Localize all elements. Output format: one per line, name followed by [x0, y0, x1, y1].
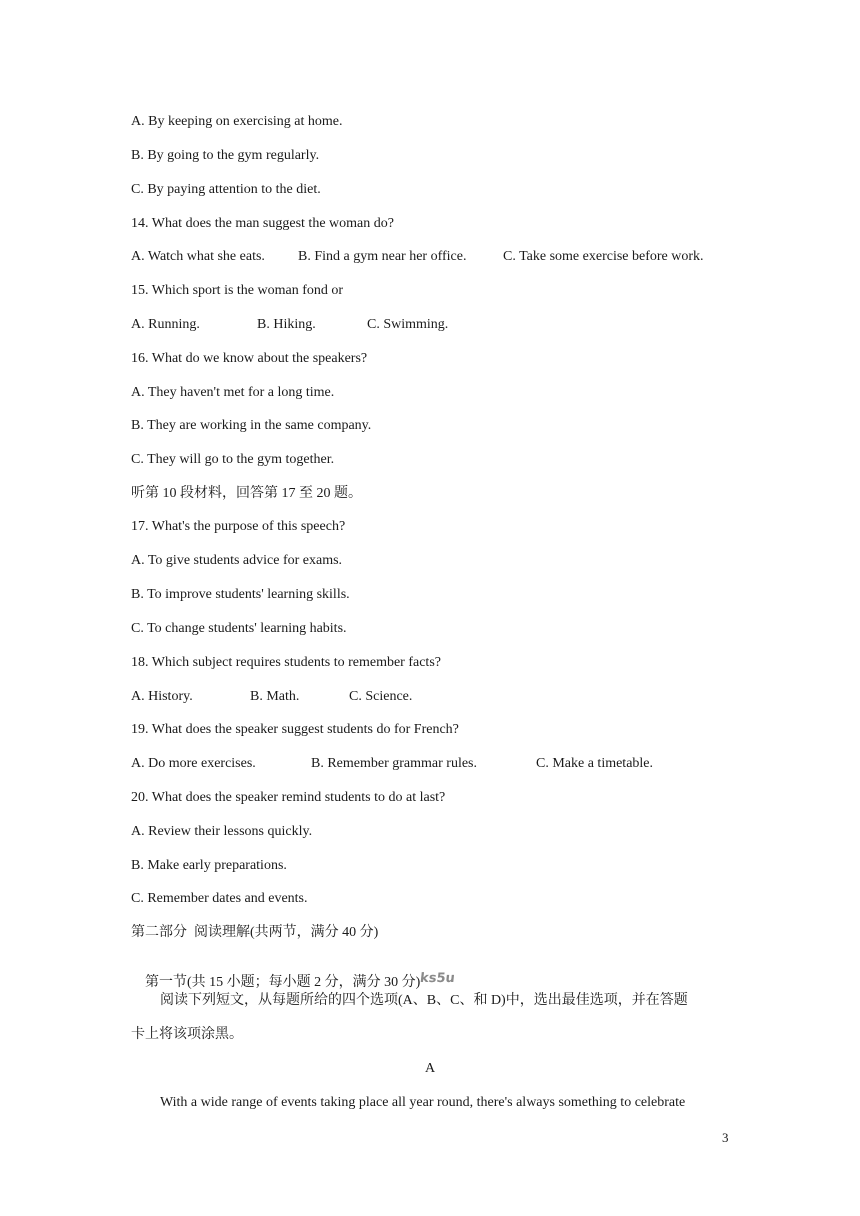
question-15: 15. Which sport is the woman fond or: [131, 283, 344, 298]
question-17: 17. What's the purpose of this speech?: [131, 519, 346, 534]
option-17a: A. To give students advice for exams.: [131, 553, 343, 568]
section-instruction: 听第 10 段材料，回答第 17 至 20 题。: [131, 486, 362, 501]
option-16a: A. They haven't met for a long time.: [131, 385, 335, 400]
option-17c: C. To change students' learning habits.: [131, 621, 347, 636]
section-one-heading-text: 第一节(共 15 小题；每小题 2 分，满分 30 分): [145, 975, 421, 990]
reading-instruction: 阅读下列短文，从每题所给的四个选项(A、B、C、和 D)中，选出最佳选项，并在答题: [160, 993, 688, 1008]
option-18c: C. Science.: [349, 689, 413, 704]
option-13b: B. By going to the gym regularly.: [131, 148, 320, 163]
reading-instruction-cont: 卡上将该项涂黑。: [131, 1027, 243, 1042]
question-18: 18. Which subject requires students to remember facts?: [131, 655, 441, 670]
option-20c: C. Remember dates and events.: [131, 891, 308, 906]
option-20b: B. Make early preparations.: [131, 858, 287, 873]
part-two-heading: 第二部分 阅读理解(共两节，满分 40 分): [131, 925, 379, 940]
question-19: 19. What does the speaker suggest students do for French?: [131, 722, 459, 737]
option-15c: C. Swimming.: [367, 317, 449, 332]
option-15a: A. Running.: [131, 317, 200, 332]
option-18a: A. History.: [131, 689, 193, 704]
page-number: 3: [722, 1130, 729, 1145]
option-14b: B. Find a gym near her office.: [298, 249, 467, 264]
option-19c: C. Make a timetable.: [536, 756, 654, 771]
option-13c: C. By paying attention to the diet.: [131, 182, 321, 197]
option-19a: A. Do more exercises.: [131, 756, 256, 771]
option-13a: A. By keeping on exercising at home.: [131, 114, 343, 129]
passage-first-line: With a wide range of events taking place all year round, there's always something to celebrate: [160, 1095, 686, 1110]
option-16c: C. They will go to the gym together.: [131, 452, 335, 467]
option-18b: B. Math.: [250, 689, 300, 704]
option-14a: A. Watch what she eats.: [131, 249, 265, 264]
option-20a: A. Review their lessons quickly.: [131, 824, 313, 839]
option-16b: B. They are working in the same company.: [131, 418, 372, 433]
question-20: 20. What does the speaker remind students to do at last?: [131, 790, 446, 805]
question-16: 16. What do we know about the speakers?: [131, 351, 368, 366]
option-17b: B. To improve students' learning skills.: [131, 587, 350, 602]
question-14: 14. What does the man suggest the woman do?: [131, 216, 394, 231]
option-15b: B. Hiking.: [257, 317, 316, 332]
option-14c: C. Take some exercise before work.: [503, 249, 704, 264]
passage-label: A: [424, 1061, 436, 1076]
option-19b: B. Remember grammar rules.: [311, 756, 478, 771]
watermark-logo: ks5u: [419, 971, 456, 986]
